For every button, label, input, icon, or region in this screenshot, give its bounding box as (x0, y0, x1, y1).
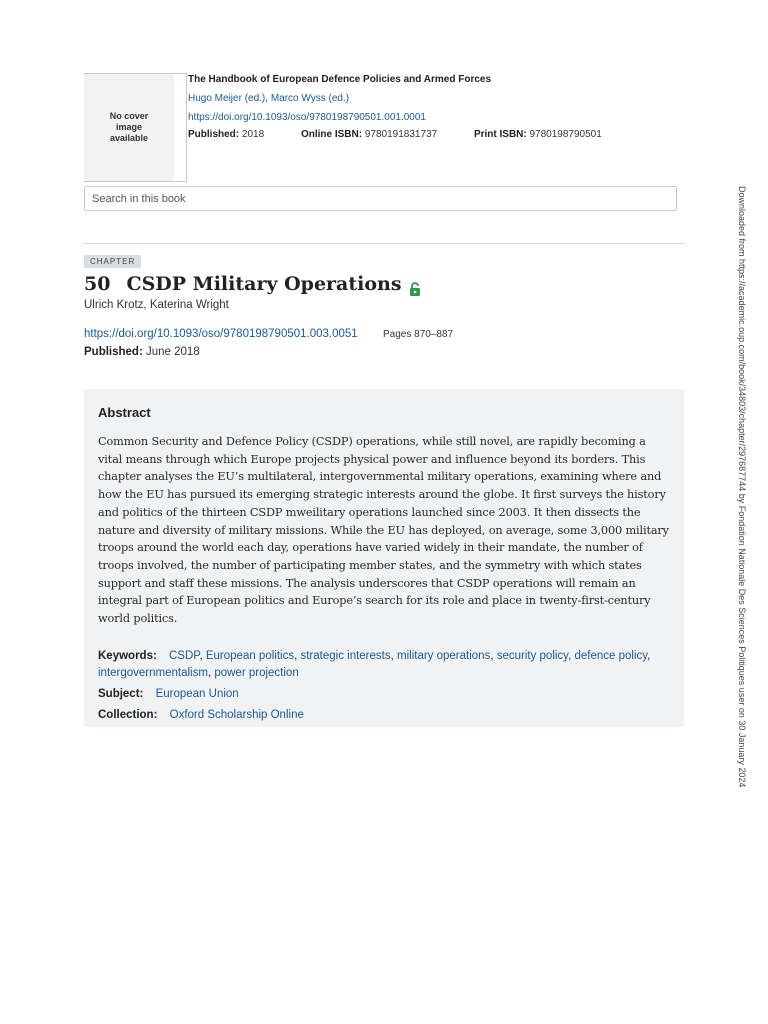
chapter-title (84, 271, 421, 297)
subject-row (98, 686, 670, 703)
download-watermark: Downloaded from https://academic.oup.com/book/34803/chapter/297687744 by Fondation Nationale Des Sciences Politiques user on 30 January 2024 (737, 186, 747, 788)
keyword-link[interactable]: defence policy (574, 649, 648, 662)
keywords-row (98, 648, 670, 682)
keyword-separator: , (207, 666, 215, 679)
chapter-number: 50 (84, 273, 111, 295)
chapter-badge: CHAPTER (84, 255, 141, 268)
keyword-link[interactable]: European politics (205, 649, 295, 662)
book-cover-placeholder (84, 74, 174, 181)
keyword-link[interactable]: military operations (397, 649, 491, 662)
editor-link-0[interactable]: Hugo Meijer (ed.) (188, 93, 266, 104)
chapter-pages: Pages 870–887 (383, 329, 454, 340)
keyword-separator: , (199, 649, 206, 662)
book-published-value: 2018 (241, 129, 265, 140)
keyword-separator: , (294, 649, 301, 662)
keyword-link[interactable]: power projection (214, 666, 299, 679)
keyword-separator: , (568, 649, 575, 662)
open-access-lock-icon (409, 277, 421, 291)
collection-link[interactable]: Oxford Scholarship Online (169, 708, 304, 721)
print-isbn-label: Print ISBN: (473, 129, 527, 140)
print-isbn-value: 9780198790501 (529, 129, 602, 140)
online-isbn-label: Online ISBN: (300, 129, 363, 140)
keyword-separator: , (647, 649, 651, 662)
subject-label: Subject: (98, 687, 144, 700)
cover-placeholder-text: No cover image available (109, 111, 149, 143)
keyword-separator: , (490, 649, 497, 662)
book-doi-link[interactable]: https://doi.org/10.1093/oso/9780198790501.001.0001 (188, 112, 426, 123)
collection-label: Collection: (98, 708, 158, 721)
collection-row (98, 707, 670, 724)
keywords-label: Keywords: (98, 649, 157, 662)
book-meta (188, 128, 668, 142)
abstract-text: Common Security and Defence Policy (CSDP) operations, while still novel, are rapidly becoming a vital means through which Europe projects physical power and influence beyond its borders. This chapter analyses the EU’s multilateral, intergovernmental military operations, examining where and how the EU has pursued its emerging strategic interests around the globe. It first surveys the history and politics of the thirteen CSDP mweilitary operations launched since 2003. It then dissects the nature and diversity of military missions. While the EU has deployed, on average, some 3,000 military troops around the world each day, operations have varied widely in their mandate, the number of troops involved, the number of participating member states, and the symmetry with which states support and staff these missions. The analysis underscores that CSDP operations will remain an integral part of European politics and Europe’s search for its role and place in twenty-first-century world politics. (98, 435, 669, 626)
keyword-link[interactable]: security policy (496, 649, 569, 662)
chapter-published-label: Published: (84, 346, 143, 358)
keyword-link[interactable]: CSDP (169, 649, 200, 662)
book-published-label: Published: (188, 129, 240, 140)
keyword-separator: , (390, 649, 397, 662)
abstract-section (84, 389, 684, 727)
chapter-published (84, 345, 200, 359)
keyword-link[interactable]: intergovernmentalism (98, 666, 208, 679)
section-divider (84, 243, 684, 244)
editor-link-1[interactable]: Marco Wyss (ed.) (270, 93, 350, 104)
subject-link[interactable]: European Union (155, 687, 239, 700)
book-title: The Handbook of European Defence Policies and Armed Forces (188, 74, 492, 85)
book-info (188, 73, 668, 142)
book-cover-frame (84, 73, 187, 182)
search-in-book-input[interactable] (84, 186, 677, 211)
abstract-heading: Abstract (98, 405, 151, 420)
chapter-published-value: June 2018 (145, 346, 200, 358)
online-isbn-value: 9780191831737 (364, 129, 438, 140)
editor-separator: , (265, 93, 271, 104)
chapter-authors: Ulrich Krotz, Katerina Wright (84, 299, 229, 311)
search-placeholder: Search in this book (92, 193, 186, 205)
chapter-doi-link[interactable]: https://doi.org/10.1093/oso/9780198790501.003.0051 (84, 328, 358, 340)
book-editors (188, 92, 668, 106)
keyword-link[interactable]: strategic interests (300, 649, 391, 662)
chapter-title-text: CSDP Military Operations (126, 273, 402, 295)
